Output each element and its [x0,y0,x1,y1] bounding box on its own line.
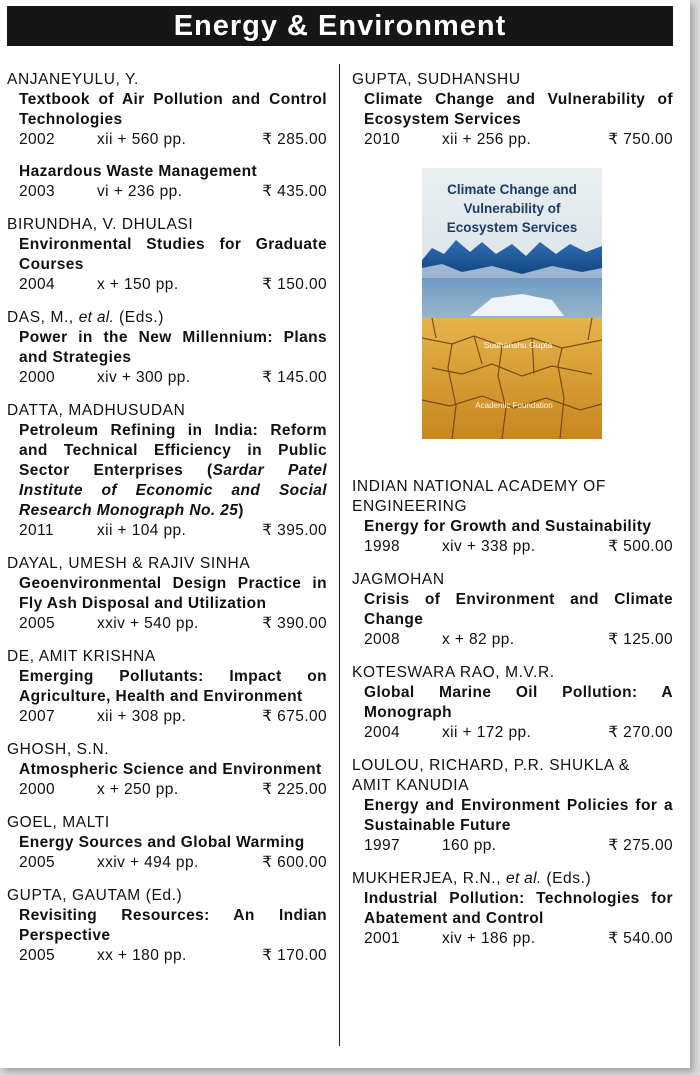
book-title-text: Crisis of Environment and Climate Change [364,591,673,628]
catalog-entry [7,308,327,388]
book-meta [364,630,673,650]
publication-year: 2007 [19,708,56,725]
book-listing [19,667,327,727]
catalog-entry [7,813,327,873]
book-meta [364,836,673,856]
book-listing [19,906,327,966]
section-title: Energy & Environment [7,6,673,46]
author-name [352,570,673,590]
page-count: x + 150 pp. [97,276,179,293]
catalog-entry [7,886,327,966]
book-price: ₹ 170.00 [262,947,327,964]
catalog-entry [7,215,327,295]
author-name [7,401,327,421]
page-count: vi + 236 pp. [97,183,183,200]
book-title [19,328,327,368]
book-meta [19,946,327,966]
book-listing [19,760,327,800]
author-suffix: (Eds.) [541,870,592,887]
author-text: LOULOU, RICHARD, P.R. SHUKLA & AMIT KANUDIA [352,757,630,794]
author-text: DE, AMIT KRISHNA [7,648,156,665]
page-count: xxiv + 494 pp. [97,854,199,871]
book-title [19,906,327,946]
author-suffix: (Eds.) [114,309,164,326]
book-meta [364,929,673,949]
book-title-text: Atmospheric Science and Environment [19,761,322,778]
author-text: DAYAL, UMESH & RAJIV SINHA [7,555,251,572]
book-title-text: Environmental Studies for Graduate Courses [19,236,327,273]
book-price: ₹ 675.00 [262,708,327,725]
publication-year: 2004 [19,276,56,293]
publication-year: 2008 [364,631,401,648]
publication-year: 1997 [364,837,401,854]
book-title-suffix: ) [238,502,244,519]
book-price: ₹ 285.00 [262,131,327,148]
author-text: ANJANEYULU, Y. [7,71,139,88]
book-listing [364,90,673,150]
author-italic: et al. [506,870,542,887]
author-name [352,663,673,683]
author-text: BIRUNDHA, V. DHULASI [7,216,194,233]
author-text: DATTA, MADHUSUDAN [7,402,186,419]
book-title-text: Energy and Environment Policies for a Sustainable Future [364,797,673,834]
page-count: xii + 308 pp. [97,708,187,725]
book-title [364,90,673,130]
author-text: MUKHERJEA, R.N., [352,870,507,887]
book-price: ₹ 270.00 [608,724,673,741]
catalog-entry [352,70,673,150]
right-top-entries [352,70,673,150]
book-meta [364,537,673,557]
publication-year: 2000 [19,369,56,386]
catalog-entry [7,70,327,202]
publication-year: 2011 [19,522,54,539]
book-listing [19,574,327,634]
author-text: JAGMOHAN [352,571,445,588]
right-column [352,70,673,962]
author-text: INDIAN NATIONAL ACADEMY OF ENGINEERING [352,478,606,515]
author-name [352,477,673,517]
publication-year: 2005 [19,615,56,632]
book-listing [19,833,327,873]
page-count: xx + 180 pp. [97,947,187,964]
book-title [19,833,327,853]
book-title [364,590,673,630]
book-listing [19,328,327,388]
book-price: ₹ 435.00 [262,183,327,200]
author-name [352,70,673,90]
catalog-entry [7,647,327,727]
publication-year: 2002 [19,131,56,148]
cover-author: Sudhanshu Gupta [483,340,553,350]
book-title [19,235,327,275]
book-listing [364,796,673,856]
book-meta [19,275,327,295]
page-count: x + 250 pp. [97,781,179,798]
author-text: GUPTA, GAUTAM (Ed.) [7,887,183,904]
cover-title-line-2: Vulnerability of [463,201,561,216]
left-column [7,70,327,979]
catalog-entry [352,570,673,650]
page-count: xxiv + 540 pp. [97,615,199,632]
book-title-text: Emerging Pollutants: Impact on Agriculture, Health and Environment [19,668,327,705]
book-title [19,421,327,521]
author-text: KOTESWARA RAO, M.V.R. [352,664,555,681]
book-listing [19,90,327,150]
book-title-text: Textbook of Air Pollution and Control Technologies [19,91,327,128]
book-title-text: Energy Sources and Global Warming [19,834,305,851]
book-meta [19,780,327,800]
page-count: 160 pp. [442,837,497,854]
page-count: xii + 560 pp. [97,131,187,148]
book-title [19,162,327,182]
catalog-entry [352,869,673,949]
page-count: xii + 172 pp. [442,724,532,741]
catalog-entry [7,401,327,541]
catalog-entry [352,756,673,856]
author-name [7,308,327,328]
publication-year: 2003 [19,183,56,200]
book-listing [364,683,673,743]
page-count: xii + 256 pp. [442,131,532,148]
author-name [7,813,327,833]
book-price: ₹ 600.00 [262,854,327,871]
book-meta [19,521,327,541]
publication-year: 2001 [364,930,401,947]
book-price: ₹ 125.00 [608,631,673,648]
book-price: ₹ 500.00 [608,538,673,555]
book-title [364,889,673,929]
book-title [364,796,673,836]
series-title: Sardar Patel Institute of Economic and Social Research Monograph No. 25 [19,462,327,519]
catalog-entry [352,477,673,557]
catalog-entry [7,554,327,634]
catalog-entry [352,663,673,743]
publication-year: 1998 [364,538,401,555]
author-text: GOEL, MALTI [7,814,110,831]
book-meta [19,130,327,150]
book-title-text: Geoenvironmental Design Practice in Fly Ash Disposal and Utilization [19,575,327,612]
author-name [7,886,327,906]
cover-title-line-3: Ecosystem Services [446,220,578,235]
author-name [7,647,327,667]
book-price: ₹ 750.00 [608,131,673,148]
book-title [364,517,673,537]
book-title-text: Industrial Pollution: Technologies for Abatement and Control [364,890,673,927]
page-count: x + 82 pp. [442,631,515,648]
author-text: GUPTA, SUDHANSHU [352,71,521,88]
book-price: ₹ 225.00 [262,781,327,798]
author-text: GHOSH, S.N. [7,741,110,758]
book-price: ₹ 390.00 [262,615,327,632]
cover-illustration [422,168,602,439]
book-cover-image [422,168,602,439]
book-title-text: Power in the New Millennium: Plans and Strategies [19,329,327,366]
book-title-text: Petroleum Refining in India: Reform and Technical Efficiency in Public Sector Enterprises ( [19,422,327,479]
book-meta [19,853,327,873]
book-title [19,760,327,780]
catalog-entry [7,740,327,800]
publication-year: 2005 [19,947,56,964]
book-title [364,683,673,723]
book-meta [19,368,327,388]
book-price: ₹ 275.00 [608,837,673,854]
book-meta [364,723,673,743]
page-count: xiv + 300 pp. [97,369,191,386]
book-title-text: Global Marine Oil Pollution: A Monograph [364,684,673,721]
page-count: xii + 104 pp. [97,522,187,539]
page-count: xiv + 186 pp. [442,930,536,947]
author-name [7,740,327,760]
book-title-text: Energy for Growth and Sustainability [364,518,652,535]
book-listing [19,235,327,295]
right-entries [352,477,673,949]
publication-year: 2000 [19,781,56,798]
author-name [352,869,673,889]
book-listing [364,517,673,557]
book-listing [19,162,327,202]
publication-year: 2004 [364,724,401,741]
book-title-text: Hazardous Waste Management [19,163,258,180]
book-meta [19,182,327,202]
author-text: DAS, M., [7,309,79,326]
book-meta [19,707,327,727]
book-price: ₹ 395.00 [262,522,327,539]
book-title [19,90,327,130]
author-name [7,70,327,90]
book-title [19,574,327,614]
book-listing [364,889,673,949]
author-name [7,215,327,235]
cover-title-line-1: Climate Change and [447,182,577,197]
book-meta [364,130,673,150]
author-name [352,756,673,796]
page-count: xiv + 338 pp. [442,538,536,555]
book-listing [364,590,673,650]
author-italic: et al. [78,309,115,326]
book-listing [19,421,327,541]
book-title-text: Climate Change and Vulnerability of Ecosystem Services [364,91,673,128]
book-price: ₹ 150.00 [262,276,327,293]
publication-year: 2010 [364,131,401,148]
book-title-text: Revisiting Resources: An Indian Perspective [19,907,327,944]
book-price: ₹ 540.00 [608,930,673,947]
cover-publisher: Academic Foundation [475,401,553,410]
book-meta [19,614,327,634]
author-name [7,554,327,574]
publication-year: 2005 [19,854,56,871]
book-price: ₹ 145.00 [262,369,327,386]
column-divider [339,64,340,1046]
book-title [19,667,327,707]
